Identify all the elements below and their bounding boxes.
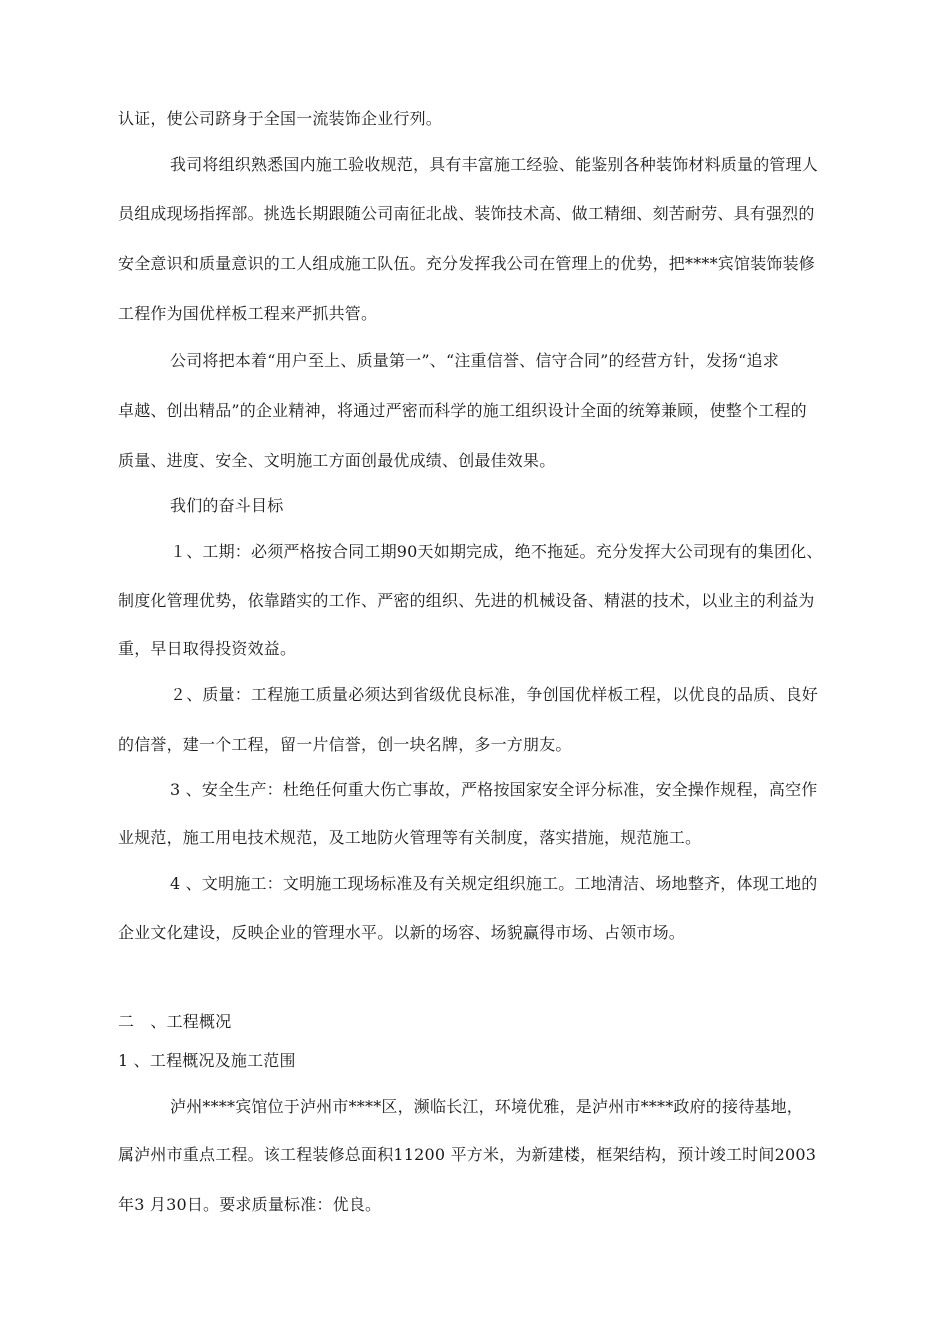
paragraph-line: 重，早日取得投资效益。 [118, 639, 297, 658]
paragraph-line: 公司将把本着“用户至上、质量第一”、“注重信誉、信守合同”的经营方针，发扬“追求 [170, 351, 779, 370]
paragraph-line: 的信誉，建一个工程，留一片信誉，创一块名牌，多一方朋友。 [118, 735, 572, 754]
paragraph-line: 安全意识和质量意识的工人组成施工队伍。充分发挥我公司在管理上的优势，把****宾馆装饰装修 [118, 254, 816, 273]
paragraph-line: 年3 月30日。要求质量标准：优良。 [118, 1195, 382, 1214]
paragraph-line: 卓越、创出精品”的企业精神，将通过严密而科学的施工组织设计全面的统筹兼顾，使整个工程的 [118, 401, 807, 420]
paragraph-line: 认证，使公司跻身于全国一流装饰企业行列。 [118, 109, 443, 128]
paragraph-line: 我司将组织熟悉国内施工验收规范，具有丰富施工经验、能鉴别各种装饰材料质量的管理人 [170, 155, 819, 174]
paragraph-line: 员组成现场指挥部。挑选长期跟随公司南征北战、装饰技术高、做工精细、刻苦耐劳、具有强烈的 [118, 204, 815, 223]
goal-item-line: 4 、文明施工：文明施工现场标准及有关规定组织施工。工地清洁、场地整齐，体现工地的 [170, 874, 818, 893]
subsection-heading: 1 、工程概况及施工范围 [118, 1051, 296, 1070]
goal-item-line: １、工期：必须严格按合同工期90天如期完成，绝不拖延。充分发挥大公司现有的集团化、 [170, 542, 823, 561]
section-heading: 二 、工程概况 [118, 1012, 232, 1031]
paragraph-line: 质量、进度、安全、文明施工方面创最优成绩、创最佳效果。 [118, 451, 556, 470]
paragraph-line: 属泸州市重点工程。该工程装修总面积11200 平方米，为新建楼，框架结构，预计竣工时间2003 [118, 1145, 817, 1164]
paragraph-line: 业规范，施工用电技术规范，及工地防火管理等有关制度，落实措施，规范施工。 [118, 828, 702, 847]
paragraph-line: 工程作为国优样板工程来严抓共管。 [118, 304, 378, 323]
goal-item-line: 3 、安全生产：杜绝任何重大伤亡事故，严格按国家安全评分标准，安全操作规程，高空作 [170, 780, 818, 799]
paragraph-line: 泸州****宾馆位于泸州市****区，濒临长江，环境优雅，是泸州市****政府的接待基地， [170, 1097, 804, 1116]
section-subheading: 我们的奋斗目标 [170, 496, 284, 515]
paragraph-line: 企业文化建设，反映企业的管理水平。以新的场容、场貌赢得市场、占领市场。 [118, 923, 686, 942]
goal-item-line: ２、质量：工程施工质量必须达到省级优良标准，争创国优样板工程，以优良的品质、良好 [170, 685, 819, 704]
paragraph-line: 制度化管理优势，依靠踏实的工作、严密的组织、先进的机械设备、精湛的技术，以业主的利益为 [118, 591, 815, 610]
